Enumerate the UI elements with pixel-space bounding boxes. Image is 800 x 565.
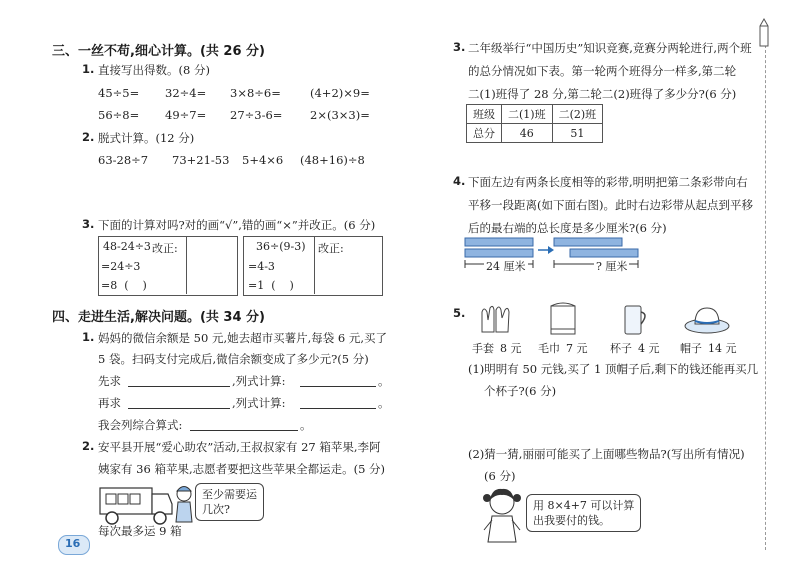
p1-then-formula: ,列式计算: — [232, 396, 286, 410]
q1-text: 直接写出得数。(8 分) — [98, 63, 210, 77]
p1-line2: 5 袋。扫码支付完成后,微信余额变成了多少元?(5 分) — [98, 352, 369, 366]
p2-line2: 姨家有 36 箱苹果,志愿者要把这些苹果全都运走。(5 分) — [98, 462, 386, 476]
q5-sub2-line2: (6 分) — [484, 469, 516, 483]
item-gloves-price: 8 元 — [500, 342, 522, 355]
q5-speech-bubble — [526, 494, 641, 532]
cup-icon — [620, 302, 650, 336]
table-header-cell: 二(1)班 — [502, 105, 553, 124]
q1-number: 1. — [82, 62, 95, 76]
q2-item-2: 73+21-53 — [172, 153, 230, 167]
towel-icon — [547, 302, 579, 336]
section4-title: 四、走进生活,解决问题。(共 34 分) — [52, 310, 265, 325]
q2-item-3: 5+4×6 — [242, 153, 284, 167]
q1-row2-a: 56÷8= — [98, 108, 140, 122]
page-number: 16 — [65, 537, 81, 550]
p1-then-blank[interactable] — [128, 408, 230, 409]
q1-row2-d: 2×(3×3)= — [310, 108, 370, 122]
ribbon-right-label: ? 厘米 — [596, 260, 628, 273]
p1-line1: 妈妈的微信余额是 50 元,她去超市买薯片,每袋 6 元,买了 — [98, 331, 388, 345]
table-cell: 总分 — [467, 124, 502, 143]
q1-row1-d: (4+2)×9= — [310, 86, 370, 100]
item-cup-price: 4 元 — [638, 342, 660, 355]
p2-number: 2. — [82, 439, 95, 453]
table-header-cell: 班级 — [467, 105, 502, 124]
table-header-cell: 二(2)班 — [552, 105, 603, 124]
girl-illustration — [478, 486, 526, 548]
item-hat-name: 帽子 — [680, 342, 702, 355]
binding-line — [765, 40, 766, 550]
r-q3-line2: 的总分情况如下表。第一轮两个班得分一样多,第二轮 — [468, 64, 737, 78]
q5-bubble-line1: 用 8×4+7 可以计算 — [533, 499, 635, 512]
p1-combined-label: 我会列综合算式: — [98, 418, 183, 432]
p1-number: 1. — [82, 330, 95, 344]
q1-row2-c: 27÷3-6= — [230, 108, 283, 122]
p2-speech-bubble — [195, 483, 264, 521]
item-towel-price: 7 元 — [566, 342, 588, 355]
ribbon-left-label: 24 厘米 — [486, 260, 526, 273]
p1-then-label: 再求 — [98, 396, 121, 410]
p1-first-formula: ,列式计算: — [232, 374, 286, 388]
score-table — [466, 104, 603, 143]
q2-item-4: (48+16)÷8 — [300, 153, 365, 167]
p1-then-formula-blank[interactable] — [300, 408, 376, 409]
r-q3-line3: 二(1)班得了 28 分,第二轮二(2)班得了多少分?(6 分) — [468, 87, 737, 101]
q3-b-line1: 36÷(9-3) — [256, 240, 306, 253]
q2-item-1: 63-28÷7 — [98, 153, 149, 167]
q1-row1-c: 3×8÷6= — [230, 86, 281, 100]
q1-row2-b: 49÷7= — [165, 108, 207, 122]
r-q4-line2: 平移一段距离(如下面右图)。此时右边彩带从起点到平移 — [468, 198, 753, 212]
score-table-header — [467, 105, 603, 124]
p1-combined-blank[interactable] — [190, 430, 298, 431]
q3-a-line1: 48-24÷3 — [103, 240, 151, 253]
r-q4-line1: 下面左边有两条长度相等的彩带,明明把第二条彩带向右 — [468, 175, 748, 189]
q5-sub2-line1: (2)猜一猜,丽丽可能买了上面哪些物品?(写出所有情况) — [468, 447, 745, 461]
r-q4-number: 4. — [453, 174, 466, 188]
q5-sub1-line1: (1)明明有 50 元钱,买了 1 顶帽子后,剩下的钱还能再买几 — [468, 362, 759, 376]
section3-title: 三、一丝不苟,细心计算。(共 26 分) — [52, 44, 265, 59]
p1-first-formula-blank[interactable] — [300, 386, 376, 387]
p1-first-end: 。 — [378, 374, 390, 388]
truck-illustration — [96, 478, 196, 528]
r-q3-line1: 二年级举行“中国历史”知识竞赛,竞赛分两轮进行,两个班 — [468, 41, 752, 55]
p2-bubble-line2: 几次? — [202, 503, 230, 516]
p1-combined-end: 。 — [300, 418, 312, 432]
q3-a-line3[interactable]: =8 ( ) — [101, 279, 147, 292]
r-q5-number: 5. — [453, 306, 466, 320]
q2-number: 2. — [82, 130, 95, 144]
q3-a-fix: 改正: — [152, 242, 178, 255]
q5-bubble-line2: 出我要付的钱。 — [533, 514, 610, 527]
p2-line1: 安平县开展“爱心助农”活动,王叔叔家有 27 箱苹果,李阿 — [98, 440, 381, 454]
q3-text: 下面的计算对吗?对的画“√”,错的画“×”并改正。(6 分) — [98, 218, 376, 232]
score-table-row — [467, 124, 603, 143]
item-cup-name: 杯子 — [610, 342, 632, 355]
item-towel-name: 毛巾 — [538, 342, 560, 355]
hat-icon — [683, 302, 731, 336]
p1-then-end: 。 — [378, 396, 390, 410]
q5-sub1-line2: 个杯子?(6 分) — [484, 384, 557, 398]
p2-caption: 每次最多运 9 箱 — [98, 524, 182, 538]
table-cell: 46 — [502, 124, 553, 143]
r-q3-number: 3. — [453, 40, 466, 54]
item-gloves-name: 手套 — [472, 342, 494, 355]
q3-a-line2: =24÷3 — [101, 260, 141, 273]
q3-b-fix: 改正: — [318, 242, 344, 255]
p1-first-blank[interactable] — [128, 386, 230, 387]
table-cell: 51 — [552, 124, 603, 143]
p1-first-label: 先求 — [98, 374, 121, 388]
pencil-icon — [757, 18, 771, 48]
q3-b-line2: =4-3 — [248, 260, 275, 273]
gloves-icon — [478, 302, 514, 336]
p2-bubble-line1: 至少需要运 — [202, 488, 257, 501]
q3-number: 3. — [82, 217, 95, 231]
q2-text: 脱式计算。(12 分) — [98, 131, 195, 145]
q3-b-line3[interactable]: =1 ( ) — [248, 279, 294, 292]
q3-box-b-divider — [314, 236, 315, 294]
q1-row1-a: 45÷5= — [98, 86, 140, 100]
item-hat-price: 14 元 — [708, 342, 737, 355]
r-q4-line3: 后的最右端的总长度是多少厘米?(6 分) — [468, 221, 667, 235]
q3-box-a-divider — [186, 236, 187, 294]
q1-row1-b: 32÷4= — [165, 86, 207, 100]
